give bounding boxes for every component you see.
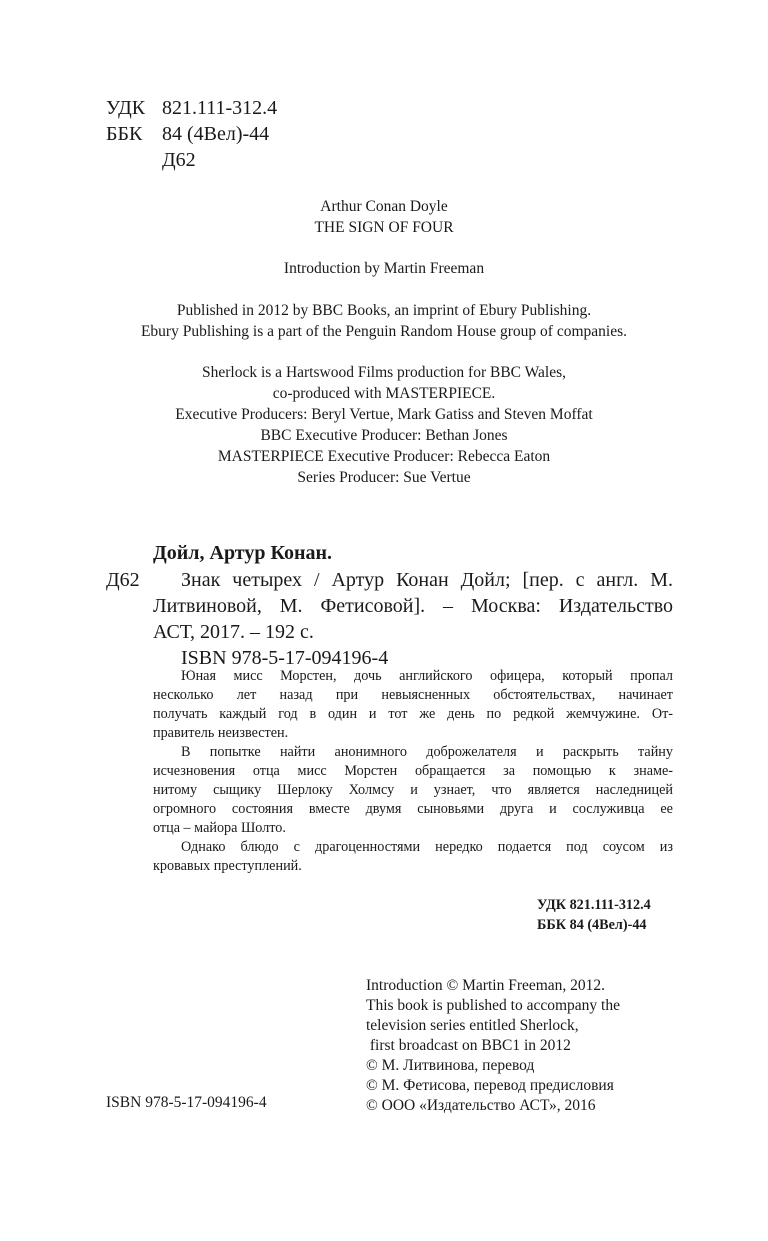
production-line-2: co-produced with MASTERPIECE. (272, 385, 496, 402)
annotation-line: правитель неизвестен. (153, 725, 289, 741)
production-line-3: Executive Producers: Beryl Vertue, Mark Gatiss and Steven Moffat (175, 406, 593, 423)
copyright-line: © М. Фетисова, перевод предисловия (366, 1077, 614, 1094)
footer-isbn: ISBN 978-5-17-094196-4 (106, 1094, 267, 1111)
annotation-line: исчезновения отца мисс Морстен обращается за помощью к знаме- (153, 763, 673, 779)
record-desc-line-1: Знак четырех / Артур Конан Дойл; [пер. с англ. М. (181, 569, 673, 591)
production-line-5: MASTERPIECE Executive Producer: Rebecca Eaton (217, 448, 551, 465)
copyright-line: © М. Литвинова, перевод (366, 1057, 535, 1074)
production-line-4: BBC Executive Producer: Bethan Jones (260, 427, 508, 444)
production-line-1: Sherlock is a Hartswood Films production for BBC Wales, (202, 364, 566, 381)
udk-value: 821.111-312.4 (162, 97, 278, 119)
record-desc-line-3: АСТ, 2017. – 192 с. (153, 621, 314, 643)
introduction-credit: Introduction by Martin Freeman (283, 260, 485, 277)
annotation-line: Однако блюдо с драгоценностями нередко подается под соусом из (181, 839, 673, 855)
bbk-label: ББК (106, 123, 143, 145)
record-isbn: ISBN 978-5-17-094196-4 (181, 647, 389, 669)
record-heading: Дойл, Артур Конан. (153, 542, 333, 564)
annotation-line: отца – майора Шолто. (153, 820, 286, 836)
annotation-line: В попытке найти анонимного доброжелателя и раскрыть тайну (181, 744, 673, 760)
copyright-line: first broadcast on BBC1 in 2012 (366, 1037, 571, 1054)
annotation-line: несколько лет назад при невыясненных обстоятельствах, начинает (153, 687, 673, 703)
copyright-line: television series entitled Sherlock, (366, 1017, 579, 1034)
record-mark: Д62 (106, 569, 140, 591)
published-line-2: Ebury Publishing is a part of the Penguin Random House group of companies. (140, 323, 628, 340)
bbk-value: 84 (4Вел)-44 (162, 123, 270, 145)
record-desc-line-2: Литвиновой, М. Фетисовой]. – Москва: Издательство (153, 595, 673, 617)
original-author: Arthur Conan Doyle (320, 198, 448, 215)
production-line-6: Series Producer: Sue Vertue (297, 469, 471, 486)
copyright-line: This book is published to accompany the (366, 997, 620, 1014)
udk-label: УДК (106, 97, 146, 119)
annotation-line: кровавых преступлений. (153, 858, 302, 874)
published-line-1: Published in 2012 by BBC Books, an imprint of Ebury Publishing. (176, 302, 592, 319)
bottom-udk: УДК 821.111-312.4 (537, 897, 651, 913)
annotation-line: Юная мисс Морстен, дочь английского офицера, который пропал (181, 668, 673, 684)
annotation-line: огромного состояния вместе двумя сыновьями друга и сослуживца ее (153, 801, 673, 817)
author-mark: Д62 (162, 149, 196, 171)
annotation-line: получать каждый год в один и тот же день по редкой жемчужине. От- (153, 706, 673, 722)
annotation-line: нитому сыщику Шерлоку Холмсу и узнает, что является наследницей (153, 782, 673, 798)
copyright-line: Introduction © Martin Freeman, 2012. (366, 977, 606, 994)
bottom-bbk: ББК 84 (4Вел)-44 (537, 917, 647, 933)
copyright-line: © ООО «Издательство АСТ», 2016 (366, 1097, 596, 1114)
original-title: THE SIGN OF FOUR (314, 219, 454, 236)
